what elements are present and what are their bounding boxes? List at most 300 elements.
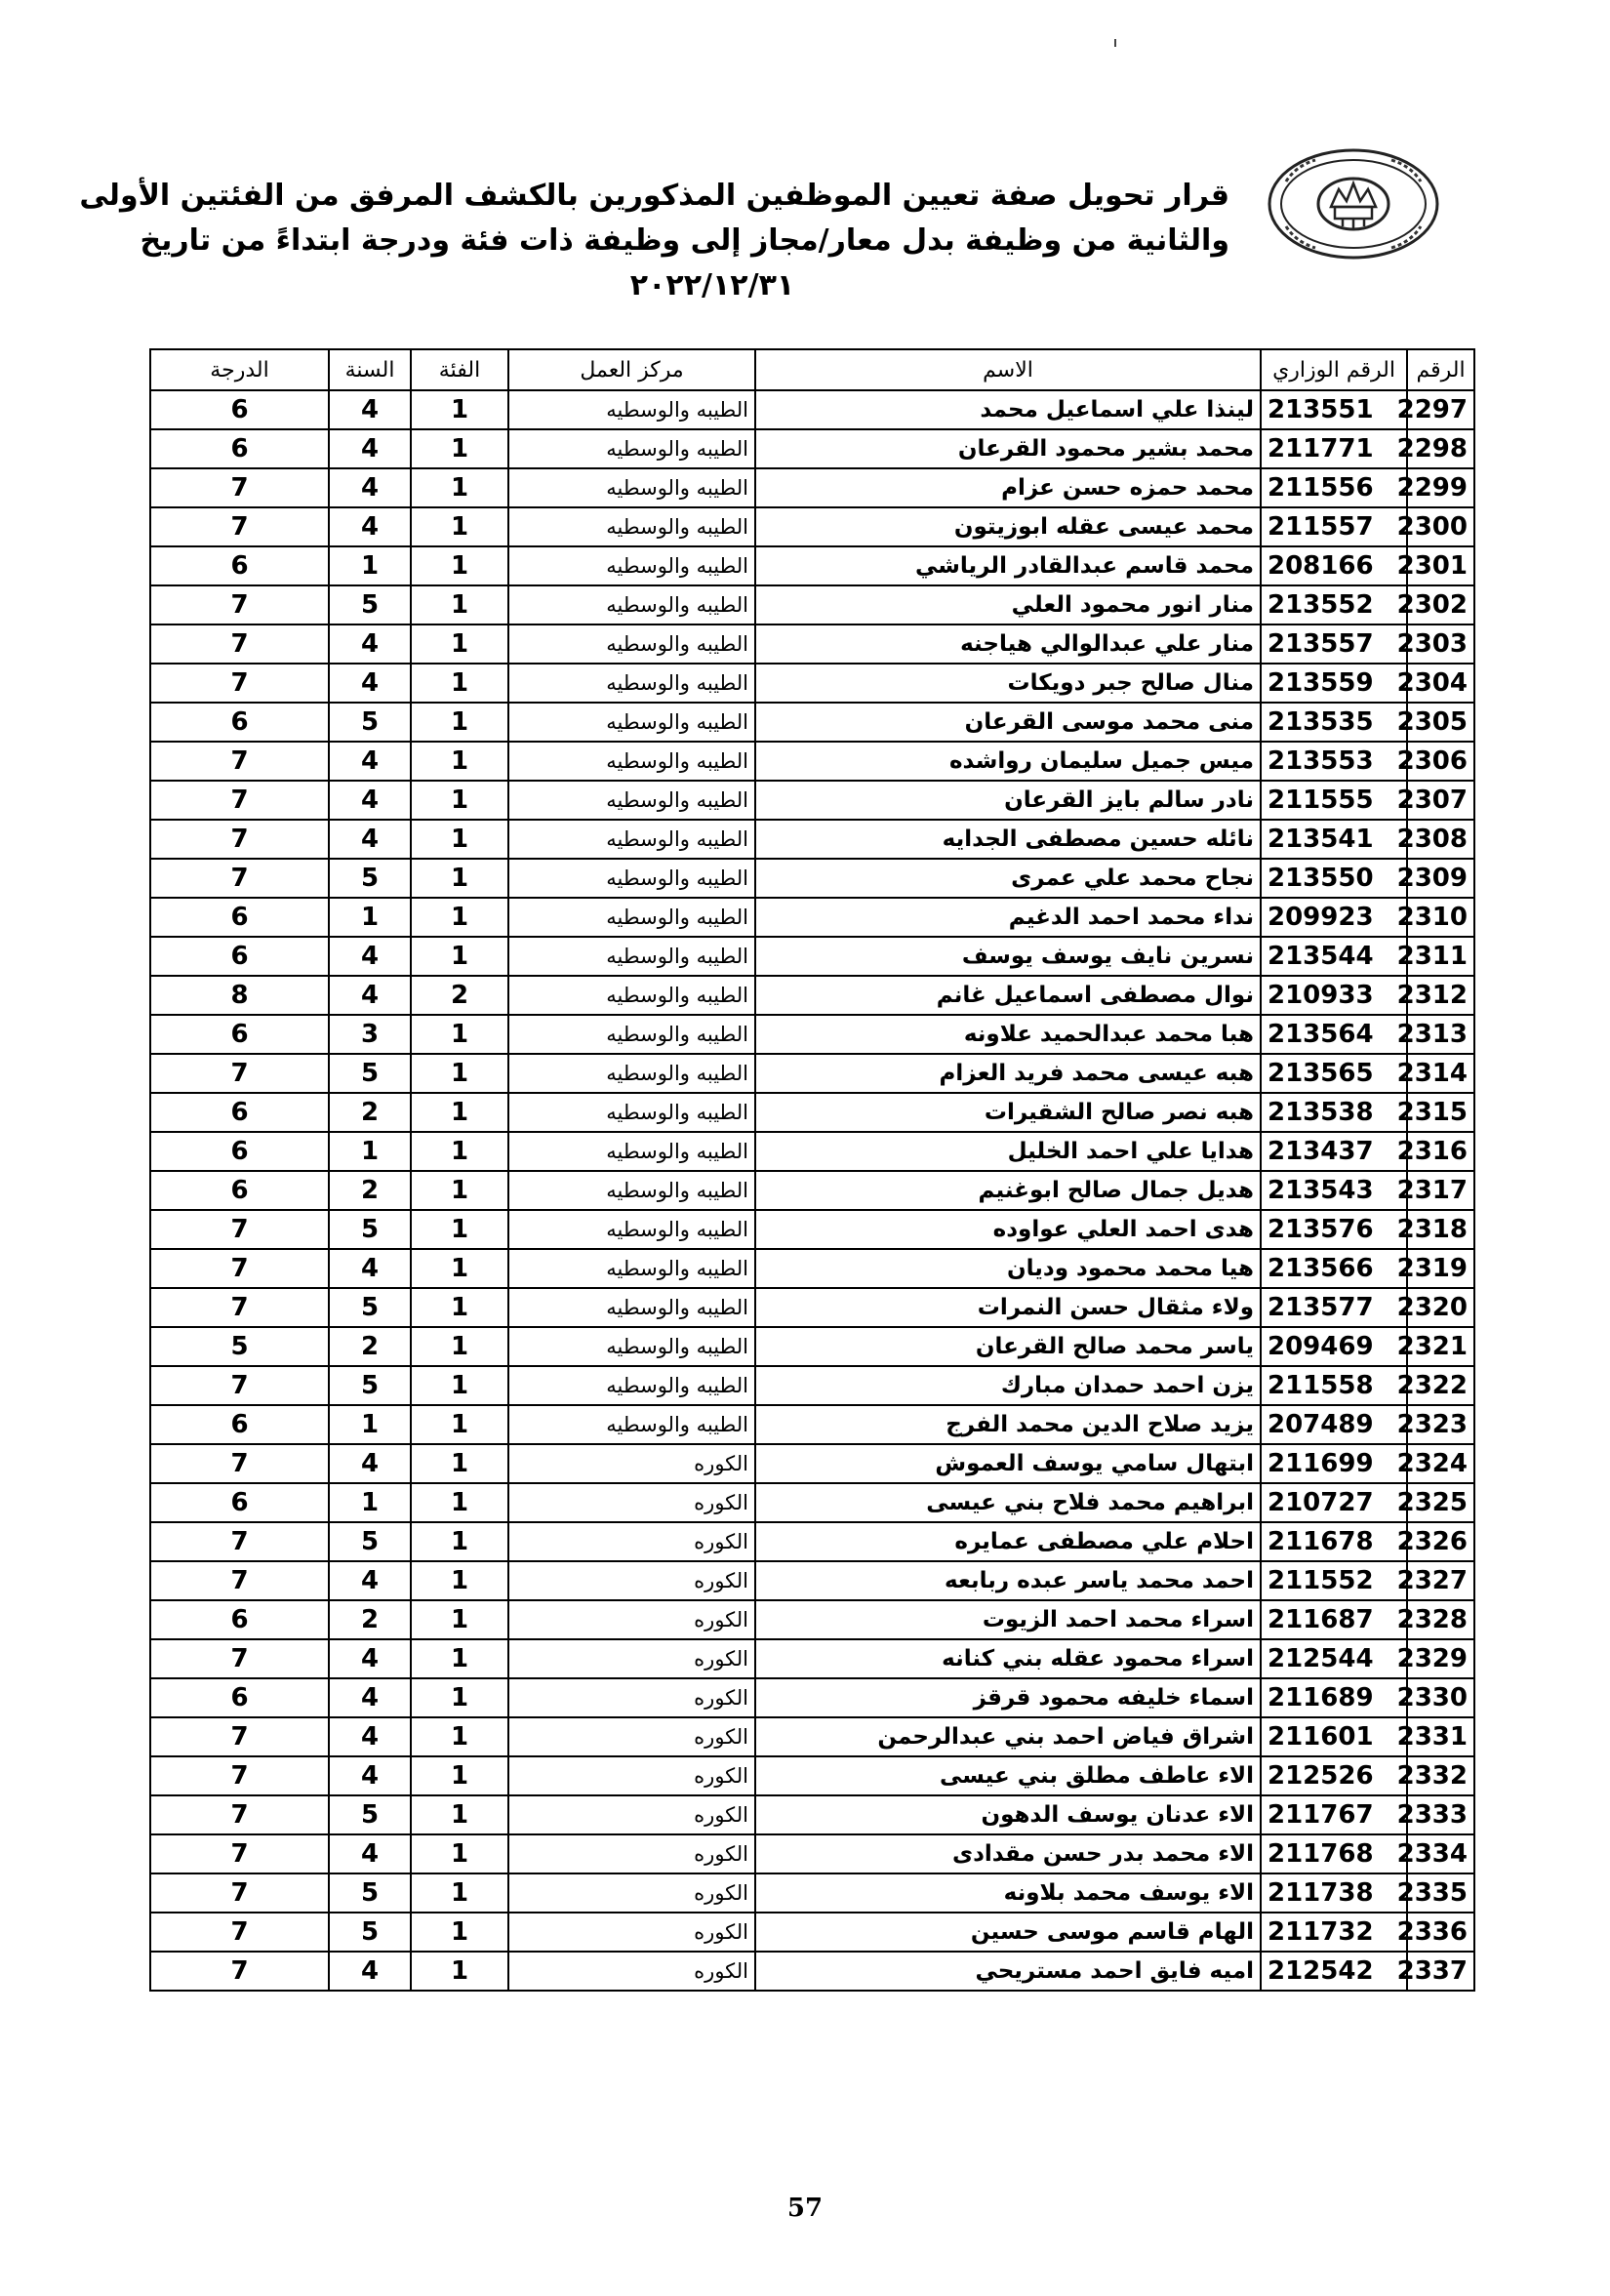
cell-seq: 2301 [1407,546,1474,585]
cell-grade: 6 [150,1171,329,1210]
header-seq: الرقم [1407,349,1474,390]
cell-ministry-number: 211678 [1261,1522,1407,1561]
table-row [150,703,1474,742]
cell-work-center: الطيبه والوسطيه [508,1054,755,1093]
cell-name: نسرين نايف يوسف يوسف [755,937,1261,976]
cell-work-center: الطيبه والوسطيه [508,898,755,937]
cell-category: 1 [411,1132,508,1171]
table-row [150,1327,1474,1366]
cell-name: هدايا علي احمد الخليل [755,1132,1261,1171]
cell-grade: 6 [150,937,329,976]
table-row [150,1873,1474,1913]
cell-year: 1 [329,1132,411,1171]
cell-seq: 2337 [1407,1952,1474,1991]
table-row [150,1444,1474,1483]
cell-seq: 2312 [1407,976,1474,1015]
cell-work-center: الطيبه والوسطيه [508,1249,755,1288]
cell-ministry-number: 207489 [1261,1405,1407,1444]
cell-category: 1 [411,1795,508,1834]
cell-seq: 2306 [1407,742,1474,781]
table-row [150,898,1474,937]
cell-grade: 7 [150,1913,329,1952]
cell-category: 1 [411,1834,508,1873]
table-row [150,859,1474,898]
cell-year: 4 [329,468,411,507]
table-row [150,742,1474,781]
cell-ministry-number: 213566 [1261,1249,1407,1288]
cell-name: نداء محمد احمد الدغيم [755,898,1261,937]
cell-seq: 2332 [1407,1756,1474,1795]
scan-mark [1114,39,1116,47]
cell-seq: 2297 [1407,390,1474,429]
cell-seq: 2323 [1407,1405,1474,1444]
cell-year: 4 [329,1756,411,1795]
cell-name: اسراء محمد احمد الزيوت [755,1600,1261,1639]
cell-work-center: الكوره [508,1639,755,1678]
cell-work-center: الطيبه والوسطيه [508,429,755,468]
cell-seq: 2300 [1407,507,1474,546]
cell-category: 1 [411,546,508,585]
cell-category: 1 [411,1327,508,1366]
cell-name: احلام علي مصطفى عمايره [755,1522,1261,1561]
cell-ministry-number: 208166 [1261,546,1407,585]
cell-ministry-number: 210727 [1261,1483,1407,1522]
cell-work-center: الطيبه والوسطيه [508,585,755,624]
cell-seq: 2314 [1407,1054,1474,1093]
cell-seq: 2311 [1407,937,1474,976]
cell-work-center: الطيبه والوسطيه [508,1366,755,1405]
cell-category: 1 [411,859,508,898]
cell-year: 4 [329,742,411,781]
cell-name: هيا محمد محمود وديان [755,1249,1261,1288]
cell-ministry-number: 211738 [1261,1873,1407,1913]
cell-category: 1 [411,898,508,937]
cell-category: 1 [411,1171,508,1210]
cell-work-center: الطيبه والوسطيه [508,1210,755,1249]
cell-grade: 7 [150,1639,329,1678]
cell-ministry-number: 211687 [1261,1600,1407,1639]
cell-seq: 2336 [1407,1913,1474,1952]
cell-name: الاء محمد بدر حسن مقدادى [755,1834,1261,1873]
cell-year: 4 [329,1952,411,1991]
cell-work-center: الطيبه والوسطيه [508,976,755,1015]
cell-grade: 6 [150,898,329,937]
table-row [150,1405,1474,1444]
cell-grade: 6 [150,429,329,468]
cell-grade: 7 [150,1717,329,1756]
cell-name: الاء عدنان يوسف الدهون [755,1795,1261,1834]
cell-seq: 2317 [1407,1171,1474,1210]
cell-grade: 7 [150,1756,329,1795]
cell-category: 1 [411,664,508,703]
cell-year: 4 [329,1561,411,1600]
cell-name: يزيد صلاح الدين محمد الفرج [755,1405,1261,1444]
cell-year: 5 [329,703,411,742]
cell-grade: 7 [150,1834,329,1873]
cell-grade: 6 [150,1093,329,1132]
table-row [150,820,1474,859]
cell-seq: 2331 [1407,1717,1474,1756]
cell-seq: 2321 [1407,1327,1474,1366]
cell-year: 4 [329,976,411,1015]
table-row [150,1210,1474,1249]
table-row [150,1834,1474,1873]
cell-category: 1 [411,1913,508,1952]
cell-work-center: الكوره [508,1522,755,1561]
cell-ministry-number: 209923 [1261,898,1407,937]
cell-seq: 2320 [1407,1288,1474,1327]
cell-year: 5 [329,1522,411,1561]
cell-work-center: الطيبه والوسطيه [508,1327,755,1366]
cell-name: لينذا علي اسماعيل محمد [755,390,1261,429]
table-row [150,1171,1474,1210]
cell-grade: 7 [150,1873,329,1913]
table-row [150,1132,1474,1171]
cell-ministry-number: 213550 [1261,859,1407,898]
cell-year: 4 [329,624,411,664]
header-work-center: مركز العمل [508,349,755,390]
cell-year: 1 [329,546,411,585]
cell-ministry-number: 212542 [1261,1952,1407,1991]
cell-seq: 2329 [1407,1639,1474,1678]
cell-ministry-number: 209469 [1261,1327,1407,1366]
cell-year: 4 [329,781,411,820]
ministry-seal-emblem [1267,146,1440,262]
cell-year: 5 [329,1873,411,1913]
heading-line-2: والثانية من وظيفة بدل معار/مجاز إلى وظيفة ذات فئة ودرجة ابتداءً من تاريخ [140,223,1229,258]
cell-name: الاء عاطف مطلق بني عيسى [755,1756,1261,1795]
cell-year: 4 [329,664,411,703]
cell-grade: 6 [150,703,329,742]
table-row [150,664,1474,703]
cell-category: 1 [411,585,508,624]
cell-seq: 2305 [1407,703,1474,742]
cell-work-center: الطيبه والوسطيه [508,1288,755,1327]
cell-category: 1 [411,1756,508,1795]
cell-category: 2 [411,976,508,1015]
cell-year: 4 [329,820,411,859]
cell-work-center: الطيبه والوسطيه [508,1132,755,1171]
cell-grade: 7 [150,1444,329,1483]
cell-name: نائله حسين مصطفى الجدايه [755,820,1261,859]
cell-name: ولاء مثقال حسن النمرات [755,1288,1261,1327]
cell-category: 1 [411,624,508,664]
cell-ministry-number: 213564 [1261,1015,1407,1054]
cell-category: 1 [411,1483,508,1522]
cell-grade: 7 [150,664,329,703]
cell-work-center: الطيبه والوسطيه [508,624,755,664]
cell-category: 1 [411,1405,508,1444]
cell-category: 1 [411,1952,508,1991]
table-row [150,546,1474,585]
cell-ministry-number: 211556 [1261,468,1407,507]
cell-year: 4 [329,1249,411,1288]
header-year: السنة [329,349,411,390]
cell-work-center: الطيبه والوسطيه [508,937,755,976]
cell-category: 1 [411,390,508,429]
cell-ministry-number: 211557 [1261,507,1407,546]
cell-category: 1 [411,1522,508,1561]
cell-grade: 6 [150,1132,329,1171]
cell-year: 5 [329,859,411,898]
cell-name: ابراهيم محمد فلاح بني عيسى [755,1483,1261,1522]
cell-work-center: الكوره [508,1561,755,1600]
cell-seq: 2304 [1407,664,1474,703]
cell-category: 1 [411,507,508,546]
table-row [150,781,1474,820]
cell-ministry-number: 211767 [1261,1795,1407,1834]
cell-seq: 2318 [1407,1210,1474,1249]
table-row [150,468,1474,507]
page-number: 57 [786,2194,824,2223]
cell-seq: 2313 [1407,1015,1474,1054]
cell-seq: 2319 [1407,1249,1474,1288]
cell-category: 1 [411,1210,508,1249]
cell-category: 1 [411,1600,508,1639]
cell-name: هدى احمد العلي عواوده [755,1210,1261,1249]
cell-name: هبه نصر صالح الشقيرات [755,1093,1261,1132]
cell-seq: 2322 [1407,1366,1474,1405]
cell-grade: 7 [150,1288,329,1327]
cell-name: منى محمد موسى القرعان [755,703,1261,742]
header-grade: الدرجة [150,349,329,390]
cell-category: 1 [411,1873,508,1913]
cell-seq: 2299 [1407,468,1474,507]
cell-name: منال صالح جبر دويكات [755,664,1261,703]
cell-seq: 2298 [1407,429,1474,468]
cell-grade: 6 [150,1015,329,1054]
cell-work-center: الكوره [508,1834,755,1873]
cell-year: 5 [329,1913,411,1952]
cell-name: الهام قاسم موسى حسين [755,1913,1261,1952]
cell-year: 4 [329,507,411,546]
cell-year: 4 [329,429,411,468]
cell-ministry-number: 210933 [1261,976,1407,1015]
cell-name: اسماء خليفه محمود قرقز [755,1678,1261,1717]
cell-seq: 2309 [1407,859,1474,898]
cell-ministry-number: 213565 [1261,1054,1407,1093]
cell-ministry-number: 211699 [1261,1444,1407,1483]
cell-category: 1 [411,742,508,781]
cell-year: 5 [329,1366,411,1405]
cell-work-center: الطيبه والوسطيه [508,820,755,859]
table-row [150,1678,1474,1717]
cell-grade: 7 [150,1054,329,1093]
cell-seq: 2327 [1407,1561,1474,1600]
cell-work-center: الطيبه والوسطيه [508,1015,755,1054]
cell-seq: 2324 [1407,1444,1474,1483]
cell-name: ياسر محمد صالح القرعان [755,1327,1261,1366]
cell-grade: 5 [150,1327,329,1366]
cell-name: محمد بشير محمود القرعان [755,429,1261,468]
cell-work-center: الطيبه والوسطيه [508,1093,755,1132]
cell-ministry-number: 212544 [1261,1639,1407,1678]
cell-category: 1 [411,1444,508,1483]
cell-ministry-number: 211558 [1261,1366,1407,1405]
cell-category: 1 [411,820,508,859]
cell-grade: 7 [150,742,329,781]
cell-ministry-number: 213576 [1261,1210,1407,1249]
cell-seq: 2316 [1407,1132,1474,1171]
cell-grade: 6 [150,390,329,429]
cell-year: 2 [329,1171,411,1210]
cell-ministry-number: 211689 [1261,1678,1407,1717]
cell-name: احمد محمد ياسر عبده ربابعه [755,1561,1261,1600]
cell-seq: 2315 [1407,1093,1474,1132]
heading-date: ٢٠٢٢/١٢/٣١ [629,268,795,302]
table-row [150,1249,1474,1288]
cell-category: 1 [411,1366,508,1405]
cell-category: 1 [411,429,508,468]
cell-category: 1 [411,1093,508,1132]
cell-name: نوال مصطفى اسماعيل غانم [755,976,1261,1015]
cell-year: 4 [329,1834,411,1873]
cell-year: 5 [329,1210,411,1249]
cell-seq: 2328 [1407,1600,1474,1639]
cell-year: 4 [329,1717,411,1756]
cell-grade: 7 [150,1952,329,1991]
table-row [150,1913,1474,1952]
table-row [150,1561,1474,1600]
cell-work-center: الكوره [508,1678,755,1717]
decision-heading [79,174,1229,308]
cell-category: 1 [411,1717,508,1756]
cell-work-center: الكوره [508,1483,755,1522]
cell-name: هديل جمال صالح ابوغنيم [755,1171,1261,1210]
cell-work-center: الطيبه والوسطيه [508,468,755,507]
cell-grade: 7 [150,781,329,820]
cell-name: محمد حمزه حسن عزام [755,468,1261,507]
cell-grade: 7 [150,585,329,624]
cell-ministry-number: 211768 [1261,1834,1407,1873]
table-row [150,1756,1474,1795]
cell-grade: 7 [150,1522,329,1561]
cell-work-center: الطيبه والوسطيه [508,546,755,585]
cell-year: 5 [329,1288,411,1327]
table-row [150,1483,1474,1522]
cell-work-center: الكوره [508,1600,755,1639]
table-row [150,1366,1474,1405]
cell-grade: 7 [150,1561,329,1600]
table-row [150,1795,1474,1834]
table-header-row [150,349,1474,390]
cell-grade: 6 [150,546,329,585]
table-row [150,1093,1474,1132]
cell-work-center: الكوره [508,1913,755,1952]
table-row [150,1054,1474,1093]
table-row [150,1952,1474,1991]
heading-line-1: قرار تحويل صفة تعيين الموظفين المذكورين بالكشف المرفق من الفئتين الأولى [79,179,1229,213]
table-row [150,507,1474,546]
cell-category: 1 [411,468,508,507]
cell-grade: 6 [150,1405,329,1444]
cell-year: 4 [329,1444,411,1483]
cell-seq: 2303 [1407,624,1474,664]
cell-name: نجاح محمد علي عمرى [755,859,1261,898]
cell-ministry-number: 213544 [1261,937,1407,976]
header-category: الفئة [411,349,508,390]
table-row [150,390,1474,429]
cell-seq: 2335 [1407,1873,1474,1913]
cell-year: 1 [329,1483,411,1522]
table-row [150,585,1474,624]
cell-ministry-number: 213577 [1261,1288,1407,1327]
cell-ministry-number: 213437 [1261,1132,1407,1171]
cell-ministry-number: 212526 [1261,1756,1407,1795]
cell-category: 1 [411,1249,508,1288]
cell-grade: 7 [150,820,329,859]
cell-year: 2 [329,1327,411,1366]
cell-grade: 7 [150,507,329,546]
cell-work-center: الكوره [508,1795,755,1834]
table-row [150,1717,1474,1756]
cell-name: يزن احمد حمدان مبارك [755,1366,1261,1405]
table-row [150,624,1474,664]
cell-category: 1 [411,1678,508,1717]
cell-year: 1 [329,898,411,937]
cell-ministry-number: 211555 [1261,781,1407,820]
cell-name: اميه فايق احمد مستريحي [755,1952,1261,1991]
cell-seq: 2310 [1407,898,1474,937]
cell-category: 1 [411,1639,508,1678]
cell-name: منار انور محمود العلي [755,585,1261,624]
employees-table [149,348,1475,1992]
cell-ministry-number: 213543 [1261,1171,1407,1210]
cell-grade: 7 [150,468,329,507]
cell-year: 4 [329,390,411,429]
cell-name: منار علي عبدالوالي هياجنه [755,624,1261,664]
cell-year: 2 [329,1093,411,1132]
cell-work-center: الكوره [508,1444,755,1483]
cell-work-center: الكوره [508,1873,755,1913]
cell-work-center: الكوره [508,1717,755,1756]
cell-grade: 7 [150,1795,329,1834]
cell-category: 1 [411,1288,508,1327]
cell-work-center: الطيبه والوسطيه [508,664,755,703]
cell-seq: 2334 [1407,1834,1474,1873]
cell-grade: 7 [150,624,329,664]
cell-year: 3 [329,1015,411,1054]
cell-work-center: الطيبه والوسطيه [508,781,755,820]
cell-work-center: الطيبه والوسطيه [508,390,755,429]
cell-ministry-number: 213535 [1261,703,1407,742]
cell-ministry-number: 213559 [1261,664,1407,703]
cell-category: 1 [411,703,508,742]
cell-name: هبه عيسى محمد فريد العزام [755,1054,1261,1093]
cell-grade: 6 [150,1483,329,1522]
cell-name: محمد قاسم عبدالقادر الرياشي [755,546,1261,585]
cell-work-center: الطيبه والوسطيه [508,1405,755,1444]
cell-year: 5 [329,585,411,624]
cell-seq: 2302 [1407,585,1474,624]
cell-work-center: الطيبه والوسطيه [508,507,755,546]
table-body [150,390,1474,1991]
cell-seq: 2307 [1407,781,1474,820]
header-ministry-number: الرقم الوزاري [1261,349,1407,390]
cell-ministry-number: 213553 [1261,742,1407,781]
table-row [150,1015,1474,1054]
cell-grade: 6 [150,1678,329,1717]
cell-category: 1 [411,1561,508,1600]
cell-year: 2 [329,1600,411,1639]
cell-work-center: الكوره [508,1756,755,1795]
cell-ministry-number: 211601 [1261,1717,1407,1756]
cell-category: 1 [411,1054,508,1093]
header-name: الاسم [755,349,1261,390]
cell-ministry-number: 213538 [1261,1093,1407,1132]
cell-grade: 7 [150,1366,329,1405]
cell-category: 1 [411,781,508,820]
